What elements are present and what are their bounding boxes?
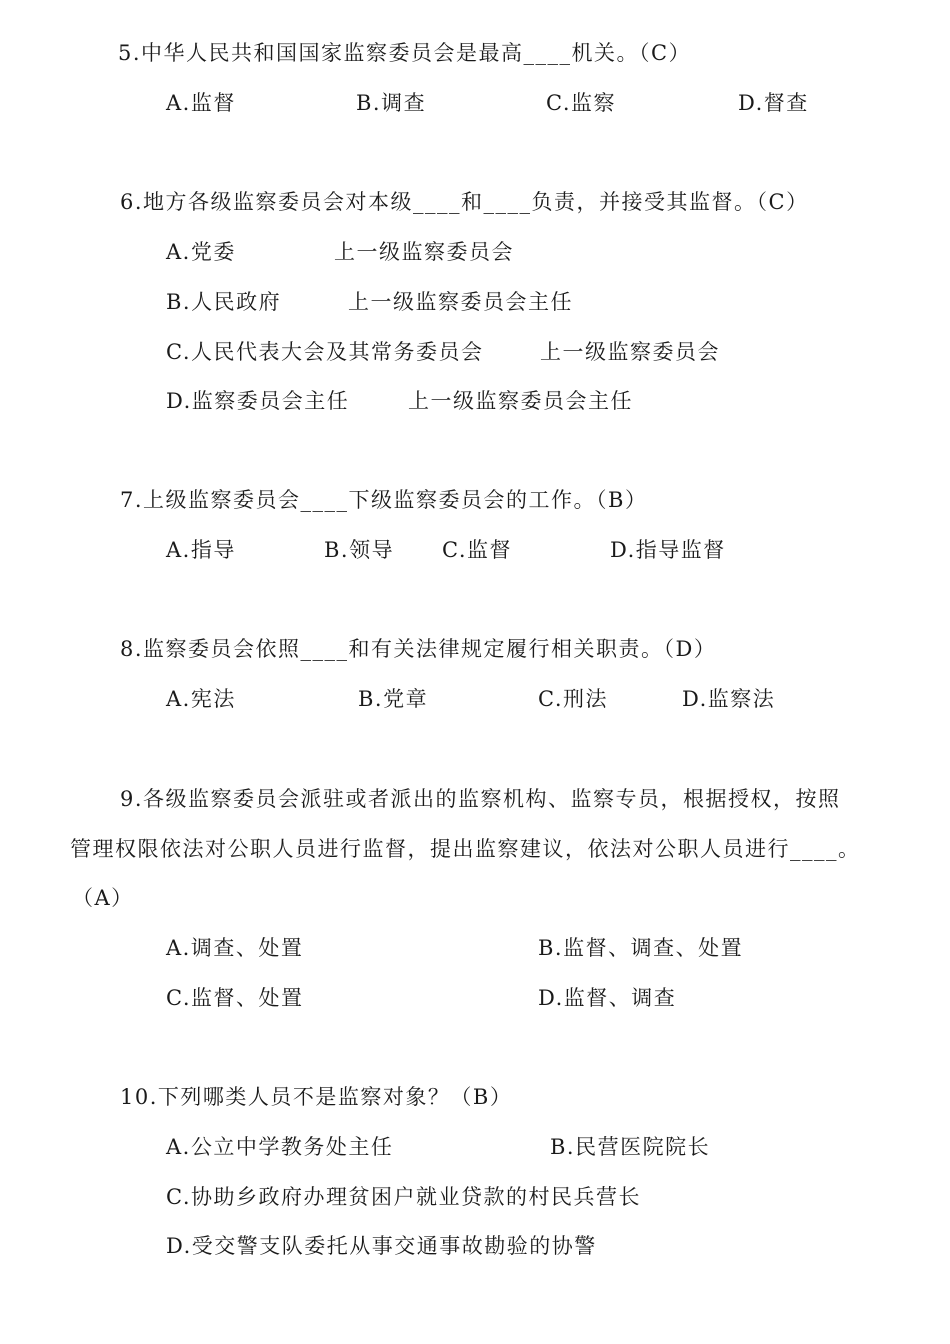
question-7-stem: 7.上级监察委员会____下级监察委员会的工作。（B） <box>120 488 648 512</box>
question-9-answer: （A） <box>72 886 134 910</box>
question-5-option-a: A.监督 <box>166 91 236 115</box>
question-10-option-b: B.民营医院院长 <box>550 1135 711 1159</box>
question-5-stem: 5.中华人民共和国国家监察委员会是最高____机关。（C） <box>118 41 692 65</box>
question-8-option-d: D.监察法 <box>682 687 776 711</box>
question-6-option-d-right: 上一级监察委员会主任 <box>408 389 633 413</box>
question-5-option-d: D.督查 <box>738 91 809 115</box>
question-10-option-c: C.协助乡政府办理贫困户就业贷款的村民兵营长 <box>166 1185 641 1209</box>
question-7-option-b: B.领导 <box>324 538 395 562</box>
question-8-option-c: C.刑法 <box>538 687 608 711</box>
question-9-option-b: B.监督、调查、处置 <box>538 936 744 960</box>
question-8-stem: 8.监察委员会依照____和有关法律规定履行相关职责。（D） <box>120 637 717 661</box>
question-9-stem-line-1: 9.各级监察委员会派驻或者派出的监察机构、监察专员，根据授权，按照 <box>120 787 841 811</box>
question-9-option-a: A.调查、处置 <box>166 936 304 960</box>
question-5-option-b: B.调查 <box>356 91 427 115</box>
question-6-option-a-right: 上一级监察委员会 <box>334 240 514 264</box>
question-6-option-d-left: D.监察委员会主任 <box>166 389 350 413</box>
question-10-option-d: D.受交警支队委托从事交通事故勘验的协警 <box>166 1234 597 1258</box>
question-6-option-c-right: 上一级监察委员会 <box>540 340 720 364</box>
question-6-option-c-left: C.人民代表大会及其常务委员会 <box>166 340 484 364</box>
question-8-option-b: B.党章 <box>358 687 429 711</box>
question-6-option-b-right: 上一级监察委员会主任 <box>348 290 573 314</box>
question-5-option-c: C.监察 <box>546 91 616 115</box>
question-9-option-c: C.监督、处置 <box>166 986 304 1010</box>
question-6-option-b-left: B.人民政府 <box>166 290 282 314</box>
question-8-option-a: A.宪法 <box>166 687 236 711</box>
question-7-option-a: A.指导 <box>166 538 236 562</box>
question-7-option-c: C.监督 <box>442 538 512 562</box>
question-9-stem-line-2: 管理权限依法对公职人员进行监督，提出监察建议，依法对公职人员进行____。 <box>70 837 861 861</box>
question-10-stem: 10.下列哪类人员不是监察对象？（B） <box>120 1085 513 1109</box>
question-6-option-a-left: A.党委 <box>166 240 236 264</box>
question-9-option-d: D.监督、调查 <box>538 986 677 1010</box>
question-6-stem: 6.地方各级监察委员会对本级____和____负责，并接受其监督。（C） <box>120 190 809 214</box>
question-10-option-a: A.公立中学教务处主任 <box>166 1135 394 1159</box>
question-7-option-d: D.指导监督 <box>610 538 726 562</box>
